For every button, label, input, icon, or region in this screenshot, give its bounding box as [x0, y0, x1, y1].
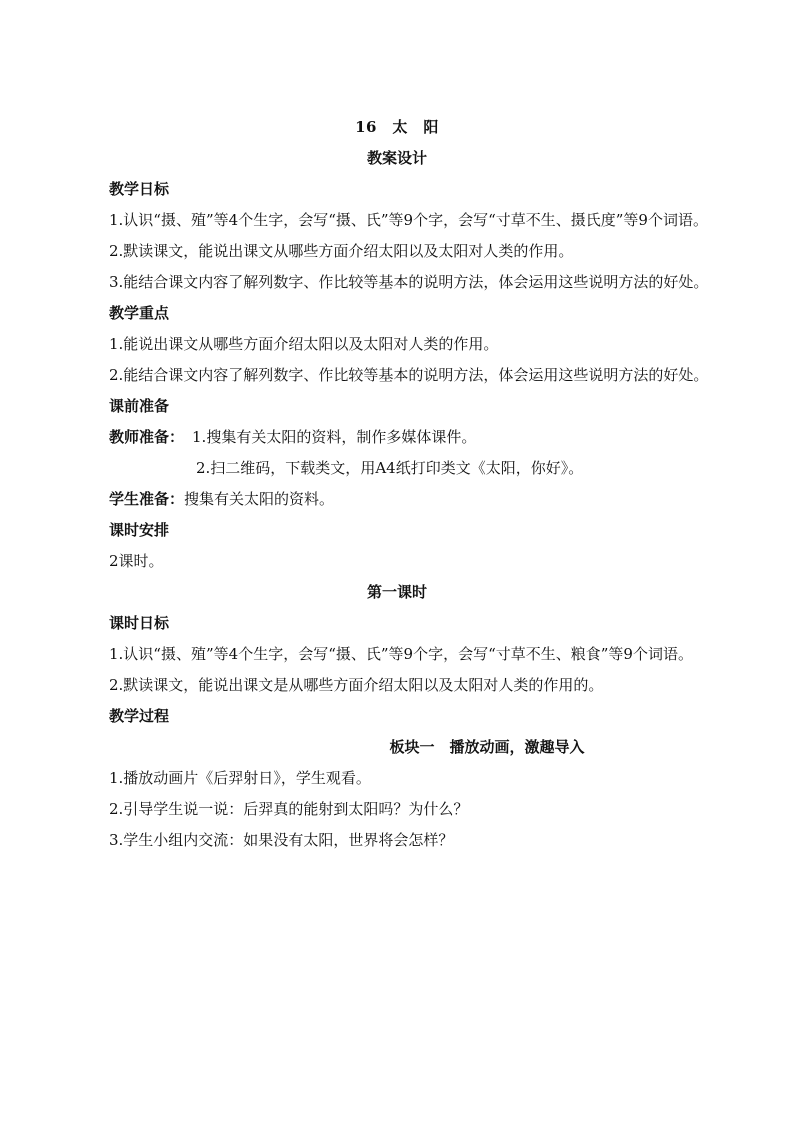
goal-item: 2.默读课文，能说出课文从哪些方面介绍太阳以及太阳对人类的作用。 [109, 242, 574, 260]
process-step: 1.播放动画片《后羿射日》，学生观看。 [109, 769, 371, 787]
process-step: 3.学生小组内交流：如果没有太阳，世界将会怎样？ [109, 831, 454, 849]
teacher-prep-item: 2.扫二维码，下载类文，用A4纸打印类文《太阳，你好》。 [196, 459, 584, 477]
schedule-text: 2课时。 [109, 552, 164, 570]
key-point-item: 2.能结合课文内容了解列数字、作比较等基本的说明方法，体会运用这些说明方法的好处。 [109, 366, 709, 384]
document-body [76, 112, 718, 856]
document-subtitle: 教案设计 [366, 149, 427, 167]
teacher-prep-line [76, 422, 718, 453]
section-heading-preparation: 课前准备 [109, 397, 170, 415]
student-prep-text: 搜集有关太阳的资料。 [184, 490, 335, 508]
student-prep-label: 学生准备： [109, 490, 185, 508]
block-title: 板块一 播放动画，激趣导入 [389, 738, 585, 756]
section-heading-process: 教学过程 [109, 707, 170, 725]
lesson-title: 16 太 阳 [355, 118, 439, 136]
section-heading-goals: 教学日标 [109, 180, 170, 198]
lesson-goal-item: 1.认识“摄、殖”等4个生字，会写“摄、氏”等9个字，会写“寸草不生、粮食”等9个词语。 [109, 645, 693, 663]
teacher-prep-item: 1.搜集有关太阳的资料，制作多媒体课件。 [192, 428, 477, 446]
student-prep-line [76, 484, 718, 515]
section-heading-schedule: 课时安排 [109, 521, 170, 539]
section-heading-key-points: 教学重点 [109, 304, 170, 322]
goal-item: 3.能结合课文内容了解列数字、作比较等基本的说明方法，体会运用这些说明方法的好处。 [109, 273, 709, 291]
key-point-item: 1.能说出课文从哪些方面介绍太阳以及太阳对人类的作用。 [109, 335, 499, 353]
teacher-prep-label: 教师准备： [109, 428, 185, 446]
goal-item: 1.认识“摄、殖”等4个生字，会写“摄、氏”等9个字，会写“寸草不生、摄氏度”等9个词语。 [109, 211, 708, 229]
section-heading-lesson-goals: 课时日标 [109, 614, 170, 632]
lesson-one-heading: 第一课时 [366, 583, 427, 601]
process-step: 2.引导学生说一说：后羿真的能射到太阳吗？为什么？ [109, 800, 469, 818]
lesson-goal-item: 2.默读课文，能说出课文是从哪些方面介绍太阳以及太阳对人类的作用的。 [109, 676, 604, 694]
